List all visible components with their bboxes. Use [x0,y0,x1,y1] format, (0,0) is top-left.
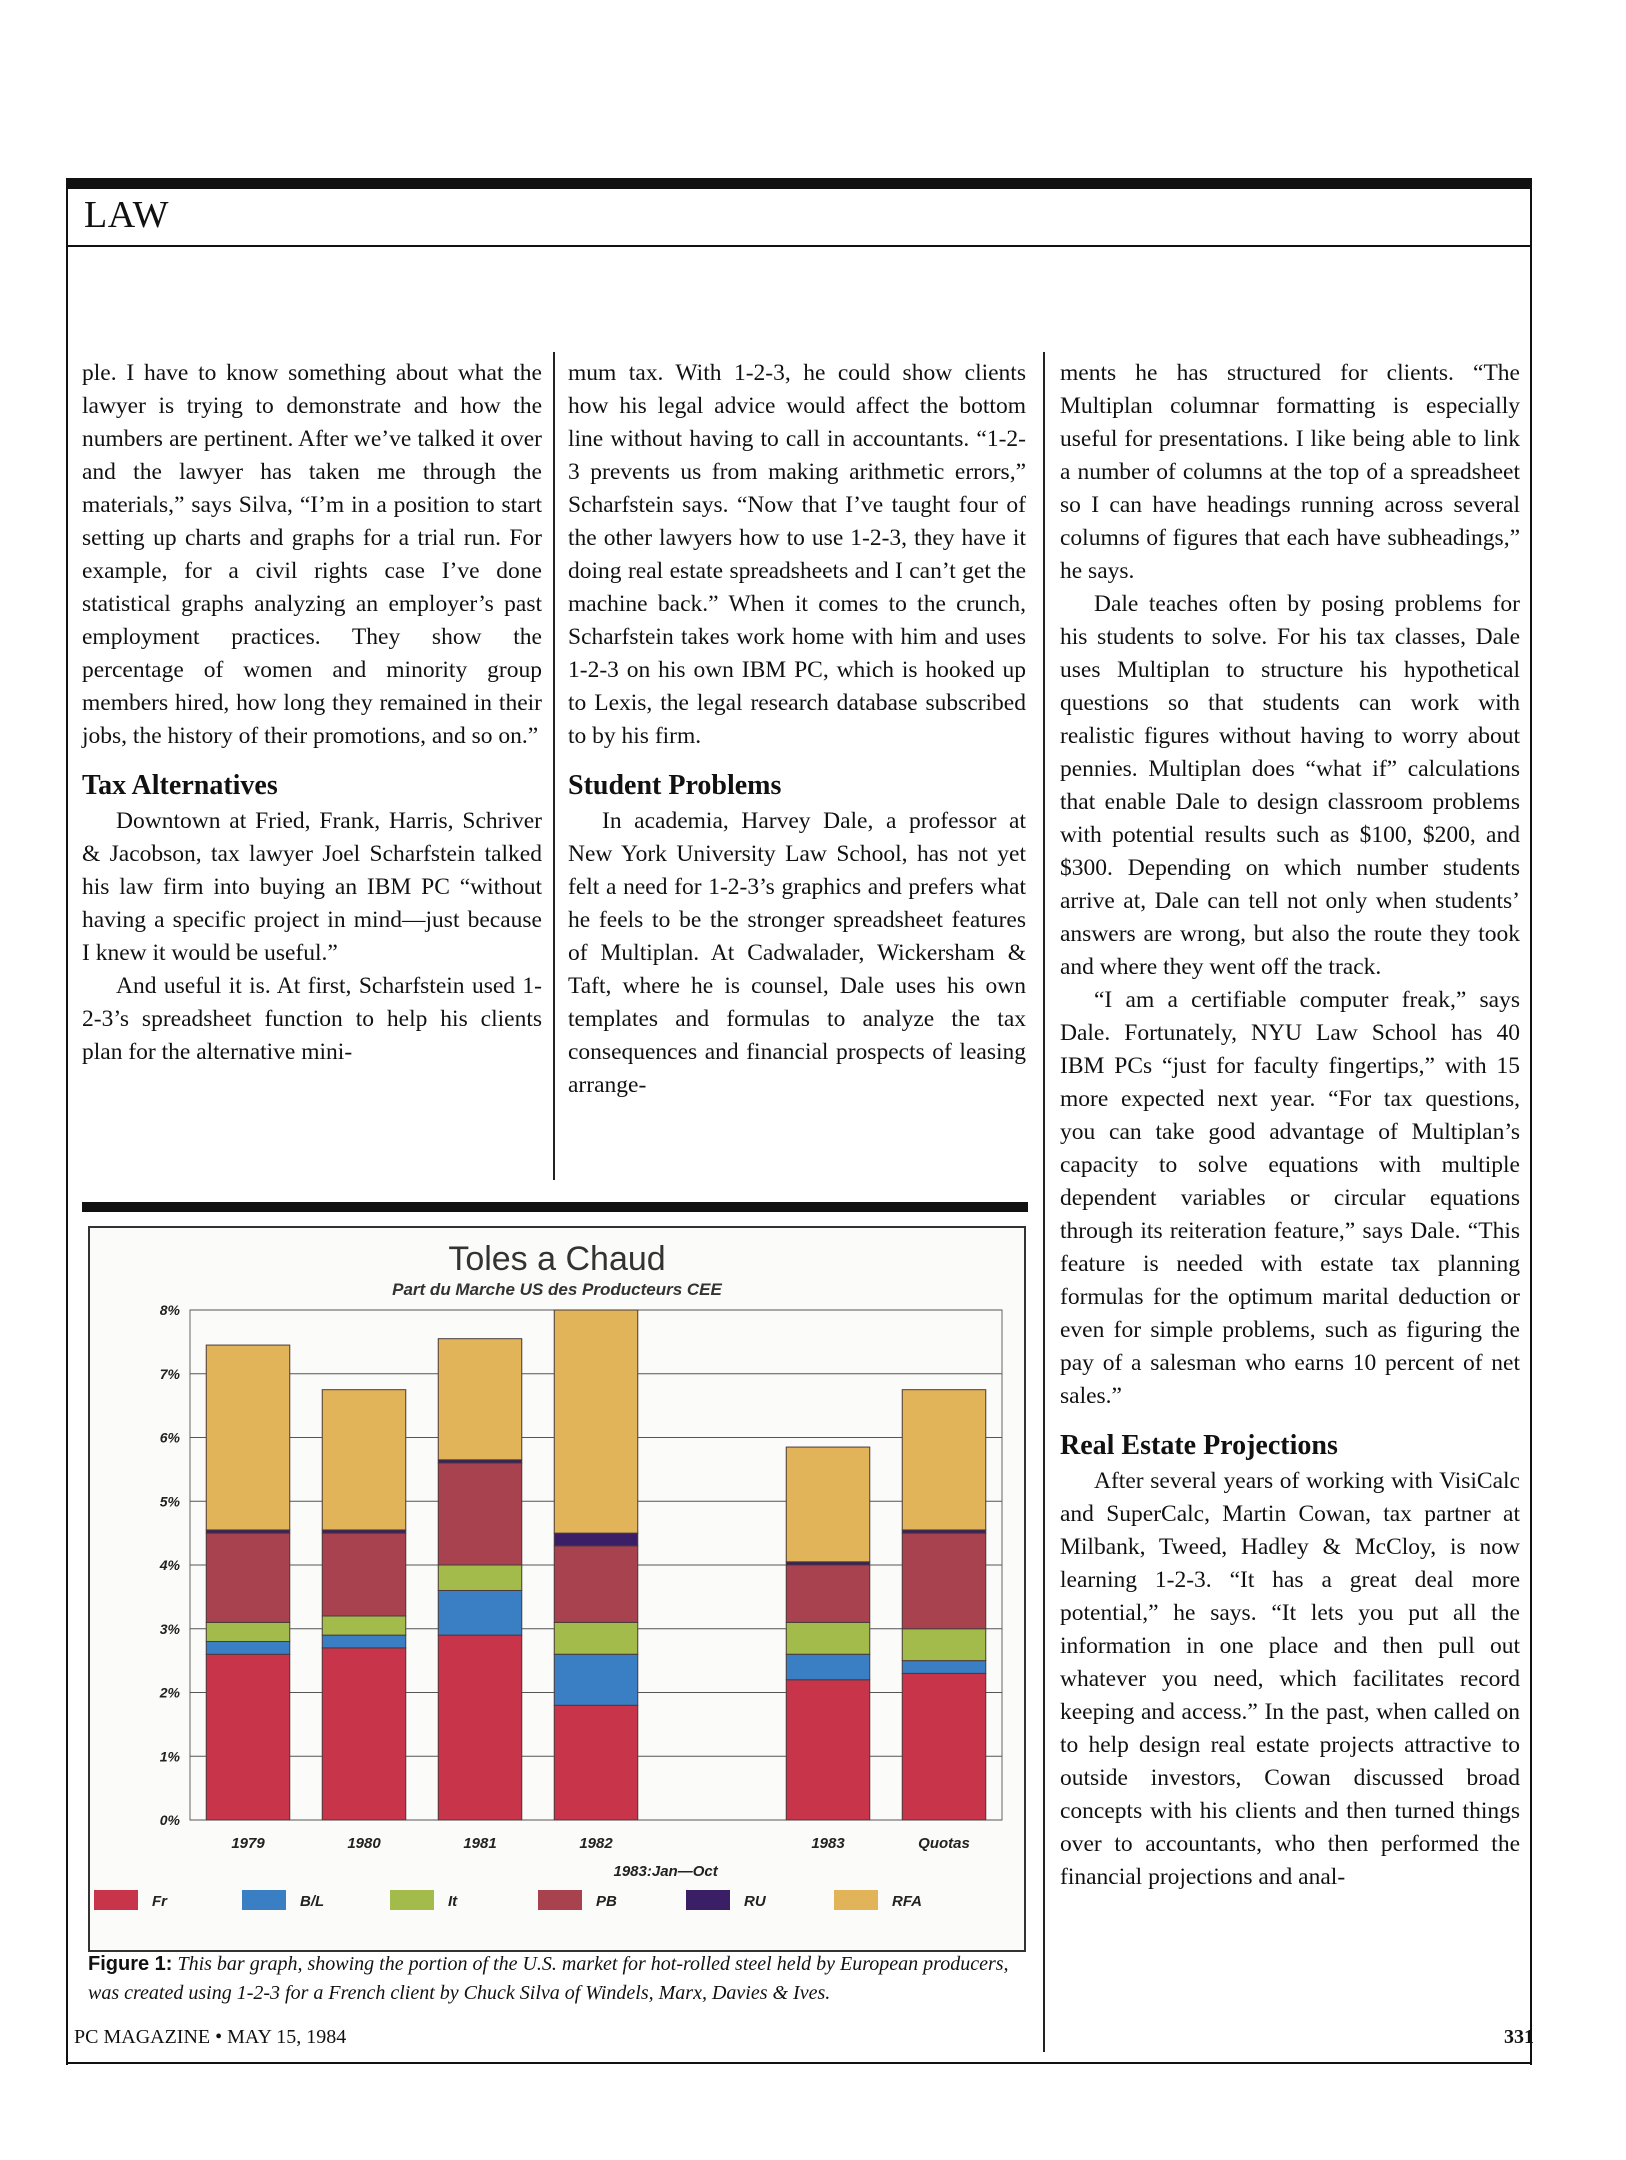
x-tick-label: 1979 [231,1835,265,1852]
bar-segment-fr-1981 [438,1635,522,1820]
bar-segment-rfa-1982 [554,1310,638,1533]
y-tick-label: 2% [159,1684,180,1701]
caption-label: Figure 1: [88,1953,173,1975]
bar-segment-rfa-1980 [322,1390,406,1530]
frame-right-line [1530,245,1532,2065]
bar-segment-bl-1979 [206,1642,290,1655]
page-number: 331 [1504,2026,1534,2048]
bar-segment-bl-1980 [322,1635,406,1648]
legend-label: Fr [152,1893,167,1910]
bar-segment-it-1979 [206,1622,290,1641]
bar-segment-it-1981 [438,1565,522,1591]
x-tick-label: 1981 [463,1835,497,1852]
legend-label: RU [744,1893,766,1910]
paragraph: ple. I have to know something about what the lawyer is trying to demonstrate and how the numbers are pertinent. After we’ve talked it over and the lawyer has taken me through the materials,” says Silva, “I’m in a position to start setting up charts and graphs for a trial run. For example, for a civil rights case I’ve done statistical graphs analyzing an employer’s past employment practices. They show the percentage of women and minority group members hired, how long they remained in their jobs, the history of their promotions, and so on.” [82,360,542,749]
x-tick-label: 1983 [811,1835,845,1852]
y-tick-label: 0% [159,1812,180,1828]
column-rule [553,352,555,1180]
legend-label: It [448,1893,458,1910]
bar-segment-rfa-1979 [206,1345,290,1530]
bar-segment-rfa-quotas [902,1390,986,1530]
figure-top-bar [82,1202,1028,1212]
bar-segment-pb-quotas [902,1533,986,1629]
bar-segment-it-1983 [786,1622,870,1654]
section-header [66,189,1532,247]
bar-segment-rfa-1983 [786,1447,870,1562]
bar-segment-bl-1981 [438,1591,522,1636]
bar-segment-rfa-1981 [438,1339,522,1460]
bar-segment-fr-1980 [322,1648,406,1820]
paragraph: And useful it is. At first, Scharfstein used 1-2-3’s spreadsheet function to help his clients plan for the alternative mini- [82,973,542,1065]
legend-swatch-ru [686,1890,730,1910]
bar-segment-fr-quotas [902,1673,986,1820]
legend-label: B/L [300,1893,325,1910]
footer-publication: PC MAGAZINE • MAY 15, 1984 [74,2026,347,2048]
subheading: Student Problems [568,770,782,801]
x-tick-label: 1980 [347,1835,381,1852]
bar-segment-fr-1982 [554,1705,638,1820]
article-column-2 [568,357,1026,1102]
y-tick-label: 7% [159,1365,180,1382]
frame-left-line [66,245,68,2065]
paragraph: Downtown at Fried, Frank, Harris, Schriver & Jacobson, tax lawyer Joel Scharfstein talked his law firm into buying an IBM PC “without having a specific project in mind—just because I knew it would be useful.” [82,808,542,966]
legend-swatch-pb [538,1890,582,1910]
x-tick-label: 1982 [579,1835,613,1852]
figure-chart-frame [88,1226,1026,1952]
legend-swatch-it [390,1890,434,1910]
bar-segment-bl-1983 [786,1654,870,1680]
legend-label: PB [596,1893,617,1910]
y-tick-label: 1% [159,1748,180,1765]
bar-segment-pb-1982 [554,1546,638,1623]
bar-segment-bl-1982 [554,1654,638,1705]
stacked-bar-chart [90,1228,1024,1950]
paragraph: Dale teaches often by posing problems for his students to solve. For his tax classes, Dale uses Multiplan to structure his hypothetical questions so that students can work with realistic figures without having to worry about pennies. Multiplan does “what if” calculations that enable Dale to design classroom problems with potential results such as $100, $200, and $300. Depending on which number students arrive at, Dale can tell not only when students’ answers are wrong, but also the route they took and where they went off the track. [1060,591,1520,980]
y-tick-label: 4% [159,1557,180,1573]
chart-title: Toles a Chaud [448,1240,666,1278]
subheading: Tax Alternatives [82,770,278,801]
article-column-1 [82,357,542,1069]
section-top-bar [66,178,1532,189]
bar-segment-it-1982 [554,1622,638,1654]
x-tick-label: Quotas [918,1835,970,1852]
bar-segment-it-quotas [902,1629,986,1661]
subheading: Real Estate Projections [1060,1430,1338,1461]
footer-rule [66,2062,1532,2064]
paragraph: mum tax. With 1-2-3, he could show clients how his legal advice would affect the bottom line without having to call in accountants. “1-2-3 prevents us from making arithmetic errors,” Scharfstein says. “Now that I’ve taught four of the other lawyers how to use 1-2-3, they have it doing real estate spreadsheets and I can’t get the machine back.” When it comes to the crunch, Scharfstein takes work home with him and uses 1-2-3 on his own IBM PC, which is hooked up to Lexis, the legal research database subscribed to by his firm. [568,360,1026,749]
legend-swatch-bl [242,1890,286,1910]
bar-segment-it-1980 [322,1616,406,1635]
bar-segment-pb-1981 [438,1463,522,1565]
paragraph: In academia, Harvey Dale, a professor at New York University Law School, has not yet felt a need for 1-2-3’s graphics and prefers what he feels to be the stronger spreadsheet features of Multiplan. At Cadwalader, Wickersham & Taft, where he is counsel, Dale uses his own templates and formulas to analyze the tax consequences and financial prospects of leasing arrange- [568,808,1026,1098]
bar-segment-fr-1979 [206,1654,290,1820]
bar-segment-pb-1979 [206,1533,290,1622]
caption-text: This bar graph, showing the portion of the U.S. market for hot-rolled steel held by European producers, was created using 1-2-3 for a French client by Chuck Silva of Windels, Marx, Davies & Ives. [88,1953,1009,2004]
paragraph: “I am a certifiable computer freak,” says Dale. Fortunately, NYU Law School has 40 IBM PCs “just for faculty fingertips,” with 15 more expected next year. “For tax questions, you can take good advantage of Multiplan’s capacity to solve equations with multiple dependent variables or circular equations through its reiteration feature,” says Dale. “This feature is needed with estate tax planning formulas for the optimum marital deduction or even for simple problems, such as figuring the pay of a salesman who earns 10 percent of net sales.” [1060,987,1520,1409]
y-tick-label: 6% [159,1429,180,1446]
column-rule [1043,352,1045,2052]
chart-note: 1983:Jan—Oct [613,1863,718,1880]
chart-subtitle: Part du Marche US des Producteurs CEE [392,1280,722,1299]
paragraph: After several years of working with VisiCalc and SuperCalc, Martin Cowan, tax partner at Milbank, Tweed, Hadley & McCloy, is now learning 1-2-3. “It has a great deal more potential,” he says. “It lets you put all the information in one place and then pull out whatever you need, which facilitates record keeping and access.” In the past, when called on to help design real estate projects attractive to outside investors, Cowan discussed broad concepts with his clients and then turned things over to accountants, who then performed the financial projections and anal- [1060,1468,1520,1890]
y-tick-label: 5% [159,1493,180,1510]
bar-segment-fr-1983 [786,1680,870,1820]
y-tick-label: 8% [159,1302,180,1318]
bar-segment-bl-quotas [902,1661,986,1674]
legend-swatch-rfa [834,1890,878,1910]
bar-segment-pb-1980 [322,1533,406,1616]
section-label: LAW [84,194,169,236]
bar-segment-ru-1982 [554,1533,638,1546]
paragraph: ments he has structured for clients. “The Multiplan columnar formatting is especially useful for presentations. I like being able to link a number of columns at the top of a spreadsheet so I can have headings running across several columns of figures that each have subheadings,” he says. [1060,360,1520,584]
y-tick-label: 3% [159,1620,180,1637]
bar-segment-pb-1983 [786,1565,870,1622]
legend-swatch-fr [94,1890,138,1910]
figure-caption [88,1950,1028,2008]
legend-label: RFA [892,1893,922,1910]
article-column-3 [1060,357,1520,1894]
